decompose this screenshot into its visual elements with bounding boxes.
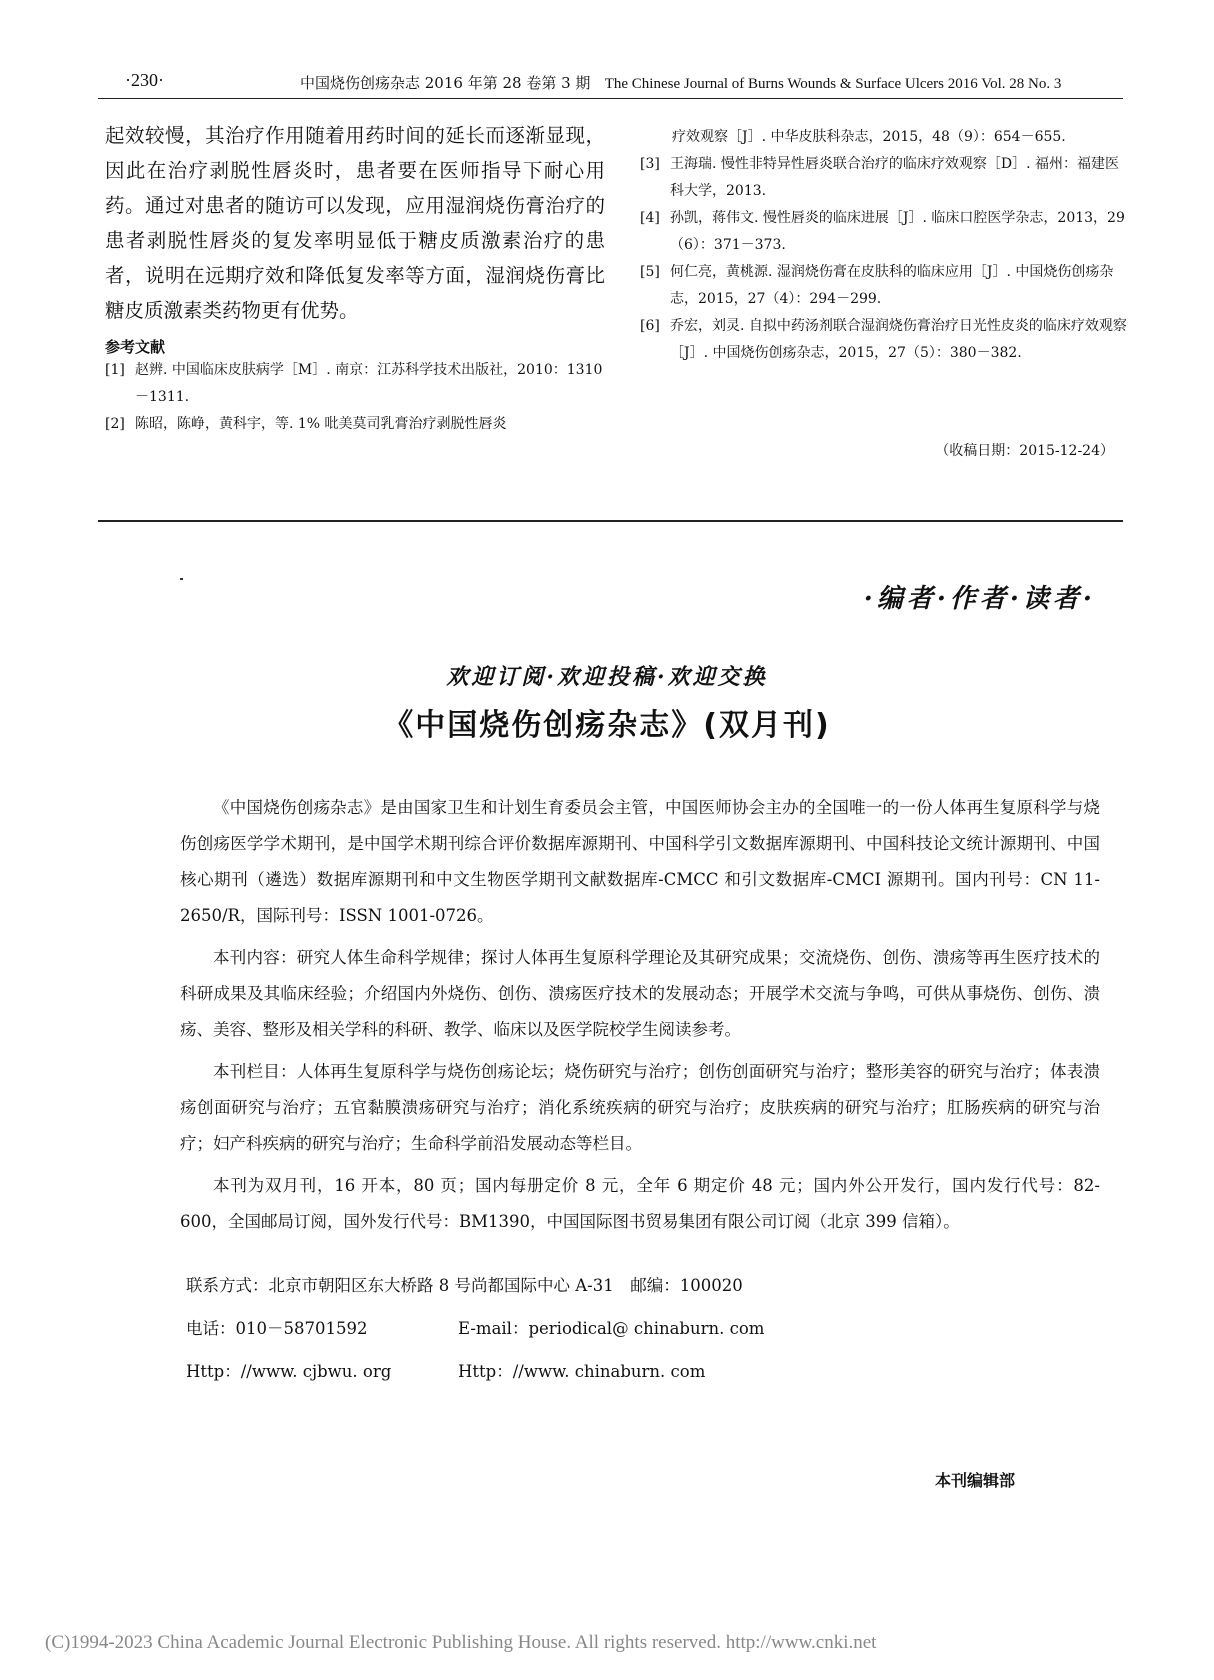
reference-number: [3] [640,156,660,172]
reference-number: [5] [640,264,660,280]
scan-speck [180,578,183,580]
phone-number: 电话：010－58701592 [186,1319,368,1338]
running-head [300,72,1061,93]
reference-text: 乔宏，刘灵. 自拟中药汤剂联合湿润烧伤膏治疗日光性皮炎的临床疗效观察［J］. 中国烧伤创疡杂志，2015，27（5）：380－382. [670,318,1127,361]
page-number: ·230· [125,70,164,90]
announcement-paragraph: 本刊内容：研究人体生命科学规律；探讨人体再生复原科学理论及其研究成果；交流烧伤、创伤、溃疡等再生医疗技术的科研成果及其临床经验；介绍国内外烧伤、创伤、溃疡医疗技术的发展动态；开展学术交流与争鸣，可供从事烧伤、创伤、溃疡、美容、整形及相关学科的科研、教学、临床以及医学院校学生阅读参考。 [180,948,1100,1039]
reference-item [640,205,1130,259]
reference-item [105,357,605,411]
announcement-paragraph: 本刊为双月刊，16 开本，80 页；国内每册定价 8 元，全年 6 期定价 48 元；国内外公开发行，国内发行代号：82-600，全国邮局订阅，国外发行代号：BM1390，中国国际图书贸易集团有限公司订阅（北京 399 信箱）。 [180,1176,1100,1231]
reference-text: 赵辨. 中国临床皮肤病学［M］. 南京：江苏科学技术出版社，2010：1310－1311. [135,362,603,405]
reference-text: 孙凯，蒋伟文. 慢性唇炎的临床进展［J］. 临床口腔医学杂志，2013，29（6）：371－373. [670,210,1125,253]
reference-item [640,313,1130,367]
contact-row [186,1358,706,1382]
right-column [640,124,1130,367]
reference-item [640,259,1130,313]
left-column [105,118,605,438]
copyright-footer: (C)1994-2023 China Academic Journal Electronic Publishing House. All rights reserved. http://www.cnki.net [45,1632,877,1653]
website-link: Http：//www. cjbwu. org [186,1362,392,1381]
references-title: 参考文献 [105,338,166,356]
announcement-paragraph: 《中国烧伤创疡杂志》是由国家卫生和计划生育委员会主管，中国医师协会主办的全国唯一的一份人体再生复原科学与烧伤创疡医学学术期刊，是中国学术期刊综合评价数据库源期刊、中国科学引文数据库源期刊、中国科技论文统计源期刊、中国核心期刊（遴选）数据库源期刊和中文生物医学期刊文献数据库-CMCC 和引文数据库-CMCI 源期刊。国内刊号：CN 11-2650/R，国际刊号：ISSN 1001-0726。 [180,798,1100,925]
reference-number: [2] [105,416,125,432]
contact-address: 联系方式：北京市朝阳区东大桥路 8 号尚都国际中心 A-31 邮编：100020 [186,1276,743,1295]
received-date: （收稿日期：2015-12-24） [935,443,1114,459]
reference-number: [4] [640,210,660,226]
announcement-paragraph: 本刊栏目：人体再生复原科学与烧伤创疡论坛；烧伤研究与治疗；创伤创面研究与治疗；整形美容的研究与治疗；体表溃疡创面研究与治疗；五官黏膜溃疡研究与治疗；消化系统疾病的研究与治疗；皮肤疾病的研究与治疗；肛肠疾病的研究与治疗；妇产科疾病的研究与治疗；生命科学前沿发展动态等栏目。 [180,1062,1100,1153]
email-address: E-mail：periodical@ chinaburn. com [458,1319,765,1338]
section-heading: ·编者·作者·读者· [863,584,1096,614]
reference-number: [1] [105,362,125,378]
welcome-line: 欢迎订阅·欢迎投稿·欢迎交换 [446,664,768,690]
reference-number: [6] [640,318,660,334]
contact-row [186,1315,765,1339]
reference-item [105,411,605,438]
website-link: Http：//www. chinaburn. com [458,1362,706,1381]
reference-continuation: 疗效观察［J］. 中华皮肤科杂志，2015，48（9）：654－655. [672,129,1066,145]
journal-announcement [180,790,1100,1246]
reference-text: 何仁亮，黄桃源. 湿润烧伤膏在皮肤科的临床应用［J］. 中国烧伤创疡杂志，2015，27（4）：294－299. [670,264,1114,307]
reference-text: 王海瑞. 慢性非特异性唇炎联合治疗的临床疗效观察［D］. 福州：福建医科大学，2013. [670,156,1120,199]
journal-title: 《中国烧伤创疡杂志》(双月刊) [383,708,831,743]
running-header [0,70,1214,100]
running-head-en: The Chinese Journal of Burns Wounds & Surface Ulcers 2016 Vol. 28 No. 3 [604,76,1062,92]
section-separator [98,520,1123,522]
body-paragraph: 起效较慢，其治疗作用随着用药时间的延长而逐渐显现，因此在治疗剥脱性唇炎时，患者要在医师指导下耐心用药。通过对患者的随访可以发现，应用湿润烧伤膏治疗的患者剥脱性唇炎的复发率明显低于糖皮质激素治疗的患者，说明在远期疗效和降低复发率等方面，湿润烧伤膏比糖皮质激素类药物更有优势。 [105,124,605,322]
editorial-office: 本刊编辑部 [935,1471,1016,1490]
reference-text: 陈昭，陈峥，黄科宇，等. 1% 吡美莫司乳膏治疗剥脱性唇炎 [135,416,507,432]
header-rule [98,98,1123,99]
reference-item [640,151,1130,205]
running-head-cn: 中国烧伤创疡杂志 2016 年第 28 卷第 3 期 [300,74,591,92]
